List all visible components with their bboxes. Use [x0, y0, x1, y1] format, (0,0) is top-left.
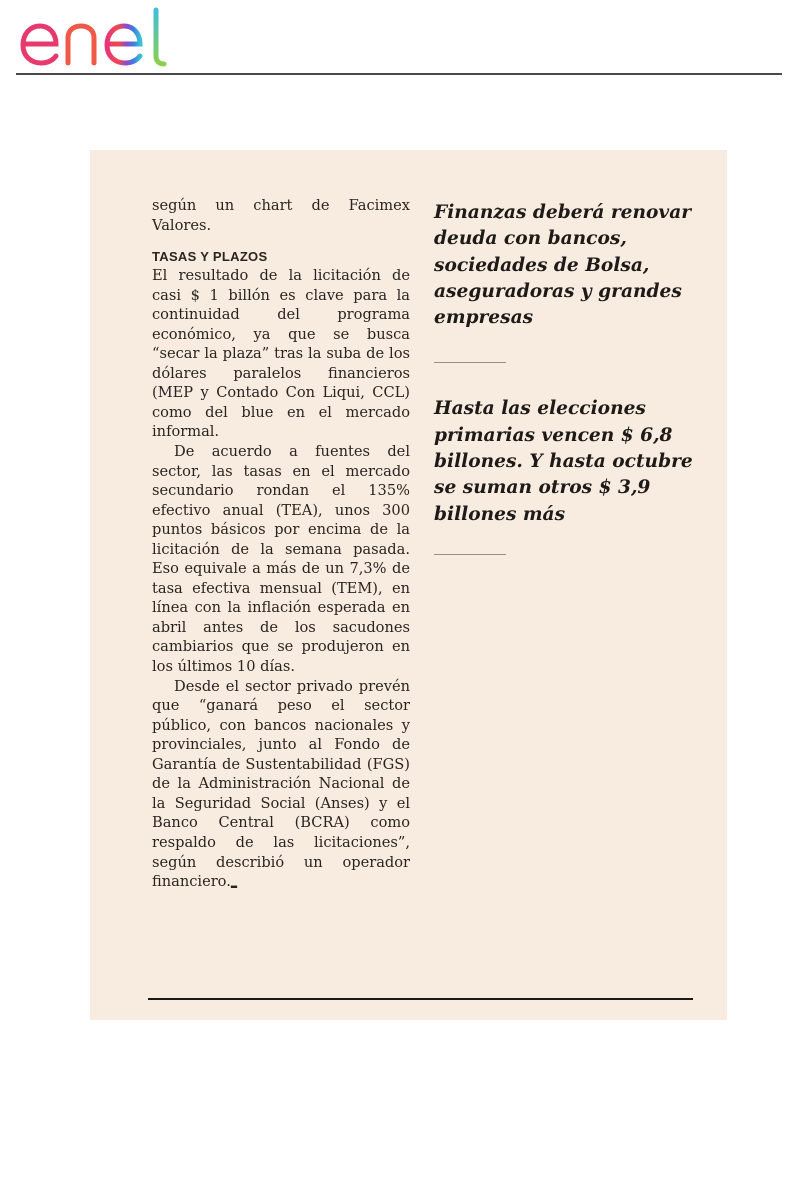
pull-quote: Hasta las elecciones primarias vencen $ 6,8 billones. Y hasta octubre se suman otros $ 3,9 billones más: [434, 398, 693, 525]
pull-quote-divider: [434, 554, 506, 555]
article-paragraph: De acuerdo a fuentes del sector, las tasas en el mercado secundario rondan el 135% efectivo anual (TEA), unos 300 puntos básicos por encima de la licitación de la semana pasada. Eso equivale a más de un 7,3% de tasa efectiva mensual (TEM), en línea con la inflación esperada en abril antes de los sacudones cambiarios que se produjeron en los últimos 10 días.: [152, 443, 410, 676]
article-paragraph: [152, 677, 410, 894]
header-divider: [16, 73, 782, 75]
header: [0, 0, 800, 80]
article-paragraph: según un chart de Facimex Valores.: [152, 197, 410, 234]
pull-quote: Finanzas deberá renovar deuda con bancos, sociedades de Bolsa, aseguradoras y grandes empresas: [434, 202, 692, 329]
article-paragraph-text: Desde el sector privado prevén que “ganará peso el sector público, con bancos nacionales y provinciales, junto al Fondo de Garantía de Sustentabilidad (FGS) de la Administración Nacional de la Seguridad Social (Anses) y el Banco Central (BCRA) como respaldo de las licitaciones”, según describió un operador financiero.: [152, 677, 410, 891]
article-column: [152, 196, 410, 894]
bottom-divider: [148, 998, 693, 1000]
section-subhead: TASAS Y PLAZOS: [152, 249, 268, 265]
enel-logo: [16, 6, 184, 68]
article-paragraph: El resultado de la licitación de casi $ 1 billón es clave para la continuidad del programa económico, ya que se busca “secar la plaza” tras la suba de los dólares paralelos financieros (MEP y Contado Con Liqui, CCL) como del blue en el mercado informal.: [152, 267, 410, 441]
end-of-article-mark: ▂: [230, 879, 238, 889]
pull-quote-divider: [434, 362, 506, 363]
newspaper-clipping: [90, 150, 727, 1020]
pull-quote-column: [434, 200, 694, 555]
